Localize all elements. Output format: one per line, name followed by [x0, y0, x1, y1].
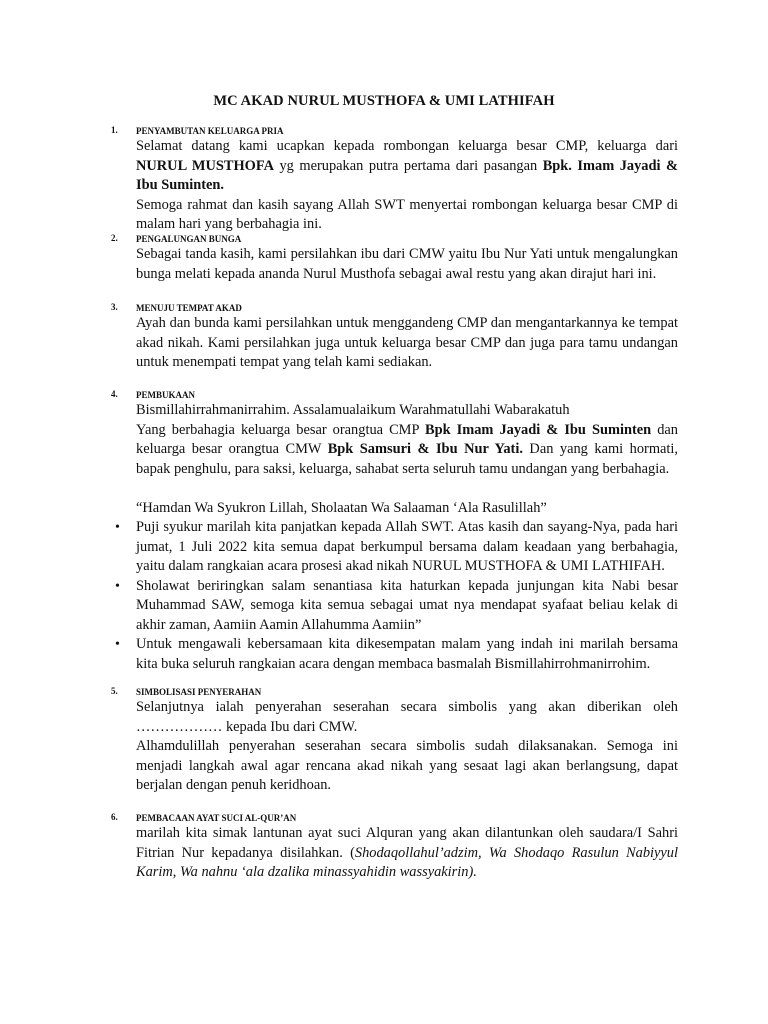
section-number: 3.: [111, 302, 118, 312]
list-item: [112, 635, 678, 674]
list-item-text: Untuk mengawali kebersamaan kita dikesempatan malam yang indah ini marilah bersama kita buka seluruh rangkaian acara dengan membaca basmalah Bismillahirrohmanirrohim.: [136, 636, 678, 672]
section-heading: PEMBACAAN AYAT SUCI AL-QUR’AN: [136, 813, 297, 823]
paragraph: [136, 421, 678, 480]
section-ayat-suci: [112, 812, 678, 883]
text: Yang berbahagia keluarga besar orangtua CMP: [136, 421, 425, 438]
section-penyambutan: [112, 125, 678, 235]
section-number: 4.: [111, 389, 118, 399]
section-heading: PENGALUNGAN BUNGA: [136, 234, 242, 244]
paragraph: Ayah dan bunda kami persilahkan untuk menggandeng CMP dan mengantarkannya ke tempat akad nikah. Kami persilahkan juga untuk keluarga besar CMP dan juga para tamu undangan untuk menempati tempat yang telah kami sediakan.: [136, 315, 678, 370]
bullet-icon: •: [115, 637, 120, 652]
section-body: [136, 401, 678, 499]
text: yg merupakan putra pertama dari pasangan: [273, 157, 543, 174]
groom-name: NURUL MUSTHOFA: [136, 157, 274, 174]
list-item-text: Sholawat beriringkan salam senantiasa kita haturkan kepada junjungan kita Nabi besar Muhammad SAW, semoga kita semua sebagai umat nya mendapat syafaat beliau kelak di akhir zaman, Aamiin Aamin Allahumma Aamiin”: [136, 577, 678, 633]
paragraph: Sebagai tanda kasih, kami persilahkan ibu dari CMW yaitu Ibu Nur Yati untuk mengalungkan bunga melati kepada ananda Nurul Musthofa sebagai awal restu yang akan dirajut hari ini.: [136, 246, 678, 282]
paragraph: Bismillahirrahmanirrahim. Assalamualaikum Warahmatullahi Wabarakatuh: [136, 402, 570, 418]
groom-parents: Bpk Imam Jayadi & Ibu Suminten: [424, 421, 652, 438]
opening-quote: “Hamdan Wa Syukron Lillah, Sholaatan Wa Salaaman ‘Ala Rasulillah”: [136, 499, 547, 516]
section-pengalungan: [112, 233, 678, 284]
section-simbolisasi: [112, 686, 678, 796]
bullet-list: [112, 518, 678, 674]
groom-parents: Bpk. Imam Jayadi & Ibu Suminten.: [136, 157, 678, 193]
text: marilah kita simak lantunan ayat suci Alquran yang akan dilantunkan oleh saudara/I Sahri Fitrian Nur kepadanya disilahkan. (: [136, 825, 678, 861]
paragraph: [136, 137, 678, 196]
section-body: [136, 698, 678, 796]
section-body: [136, 137, 678, 235]
section-number: 6.: [111, 812, 118, 822]
italic-text: Shodaqollahul’adzim, Wa Shodaqo Rasulun Nabiyyul Karim, Wa nahnu ‘ala dzalika minassyahidin wassyakirin).: [136, 844, 678, 880]
section-number: 2.: [111, 233, 118, 243]
section-heading: SIMBOLISASI PENYERAHAN: [136, 687, 262, 697]
paragraph: Selanjutnya ialah penyerahan seserahan secara simbolis yang akan diberikan oleh ……………… kepada Ibu dari CMW.: [136, 699, 678, 735]
section-number: 1.: [111, 125, 118, 135]
bride-parents: Bpk Samsuri & Ibu Nur Yati.: [327, 441, 523, 457]
text: Dan yang kami hormati, bapak penghulu, para saksi, keluarga, sahabat serta seluruh tamu undangan yang berbahagia.: [136, 441, 679, 477]
paragraph: Alhamdulillah penyerahan seserahan secara simbolis sudah dilaksanakan. Semoga ini menjadi langkah awal agar rencana akad nikah yang sesaat lagi akan berlangsung, dapat berjalan dengan penuh keridhoan.: [136, 738, 678, 793]
bullet-icon: •: [115, 578, 120, 594]
paragraph: [136, 824, 678, 883]
list-item: [112, 518, 678, 577]
bullet-icon: •: [115, 520, 120, 535]
section-body: [136, 245, 678, 284]
section-pembukaan: [112, 389, 678, 674]
list-item-text: Puji syukur marilah kita panjatkan kepada Allah SWT. Atas kasih dan sayang-Nya, pada hari jumat, 1 Juli 2022 kita semua dapat berkumpul bersama dalam keadaan yang berbahagia, yaitu dalam rangkaian acara prosesi akad nikah NURUL MUSTHOFA & UMI LATHIFAH.: [136, 519, 678, 574]
section-number: 5.: [111, 686, 118, 696]
section-heading: PEMBUKAAN: [136, 390, 195, 400]
section-heading: MENUJU TEMPAT AKAD: [136, 303, 242, 313]
document-title: MC AKAD NURUL MUSTHOFA & UMI LATHIFAH: [213, 93, 555, 109]
section-heading: PENYAMBUTAN KELUARGA PRIA: [136, 126, 284, 136]
section-body: [136, 314, 678, 373]
section-menuju-tempat: [112, 302, 678, 373]
list-item: [112, 577, 678, 636]
paragraph: Semoga rahmat dan kasih sayang Allah SWT menyertai rombongan keluarga besar CMP di malam hari yang berbahagia ini.: [136, 196, 678, 232]
section-body: [136, 824, 678, 883]
text: dan keluarga besar orangtua CMW: [136, 421, 678, 457]
text: Selamat datang kami ucapkan kepada rombongan keluarga besar CMP, keluarga dari: [136, 138, 678, 154]
